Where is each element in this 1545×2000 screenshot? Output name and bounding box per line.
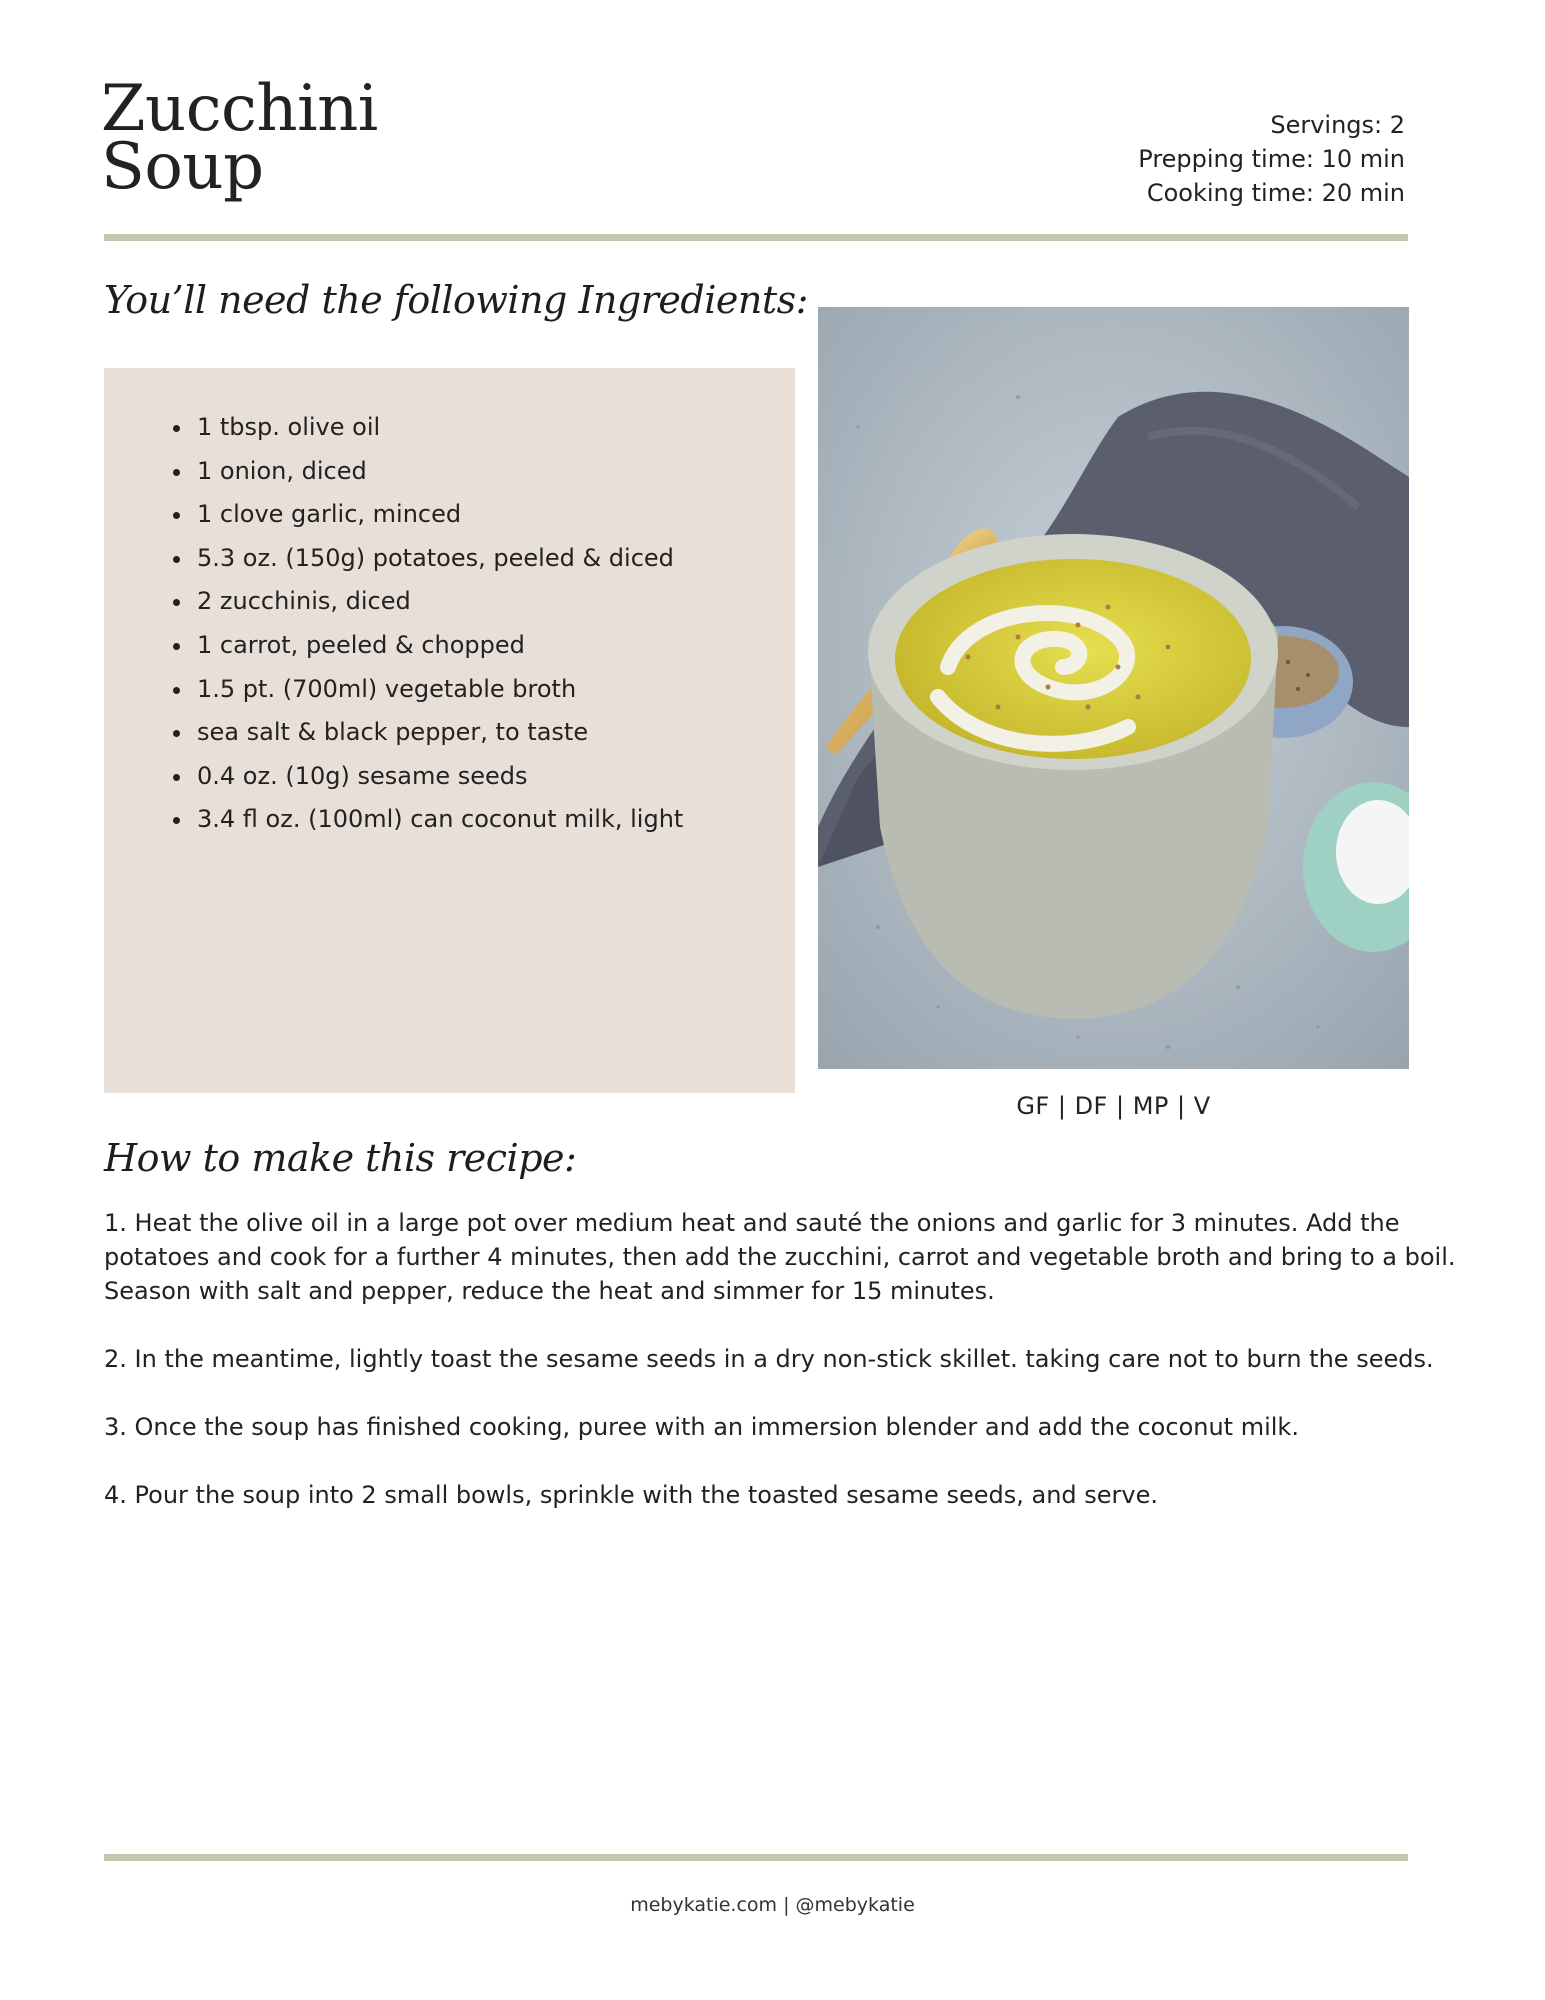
method-steps [104, 1206, 1474, 1546]
ingredient-item: 1 tbsp. olive oil [197, 406, 795, 450]
cook-time-text: Cooking time: 20 min [1146, 179, 1405, 207]
header-divider [104, 234, 1408, 241]
ingredients-panel [104, 368, 795, 1093]
footer-credit: mebykatie.com | @mebykatie [630, 1894, 915, 1916]
recipe-title-line2: Soup [101, 130, 264, 204]
recipe-title [101, 72, 378, 204]
ingredients-list [104, 368, 795, 842]
diet-tags: GF | DF | MP | V [1016, 1092, 1211, 1120]
ingredient-item: 0.4 oz. (10g) sesame seeds [197, 755, 795, 799]
soup-photo-illustration [818, 307, 1409, 1069]
ingredient-item: 1 onion, diced [197, 450, 795, 494]
ingredient-item: sea salt & black pepper, to taste [197, 711, 795, 755]
servings-text: Servings: 2 [1270, 111, 1405, 139]
method-step: 4. Pour the soup into 2 small bowls, sprinkle with the toasted sesame seeds, and serve. [104, 1481, 1158, 1509]
ingredient-item: 5.3 oz. (150g) potatoes, peeled & diced [197, 537, 795, 581]
ingredient-item: 1.5 pt. (700ml) vegetable broth [197, 668, 795, 712]
method-step: 2. In the meantime, lightly toast the sesame seeds in a dry non-stick skillet. taking care not to burn the seeds. [104, 1345, 1434, 1373]
prep-time-text: Prepping time: 10 min [1138, 145, 1405, 173]
ingredient-item: 2 zucchinis, diced [197, 580, 795, 624]
soup-bowl-photo [818, 307, 1409, 1069]
method-heading: How to make this recipe: [104, 1136, 577, 1180]
recipe-title-line1: Zucchini [101, 72, 378, 146]
ingredient-item: 1 carrot, peeled & chopped [197, 624, 795, 668]
footer-divider [104, 1854, 1408, 1861]
recipe-meta [1138, 108, 1405, 210]
ingredient-item: 3.4 fl oz. (100ml) can coconut milk, light [197, 798, 795, 842]
method-step: 3. Once the soup has finished cooking, puree with an immersion blender and add the coconut milk. [104, 1413, 1299, 1441]
ingredients-heading: You’ll need the following Ingredients: [104, 278, 808, 322]
ingredient-item: 1 clove garlic, minced [197, 493, 795, 537]
method-step: 1. Heat the olive oil in a large pot over medium heat and sauté the onions and garlic for 3 minutes. Add the potatoes and cook for a further 4 minutes, then add the zucchini, carrot and vegetable broth and bring to a boil. Season with salt and pepper, reduce the heat and simmer for 15 minutes. [104, 1209, 1456, 1305]
